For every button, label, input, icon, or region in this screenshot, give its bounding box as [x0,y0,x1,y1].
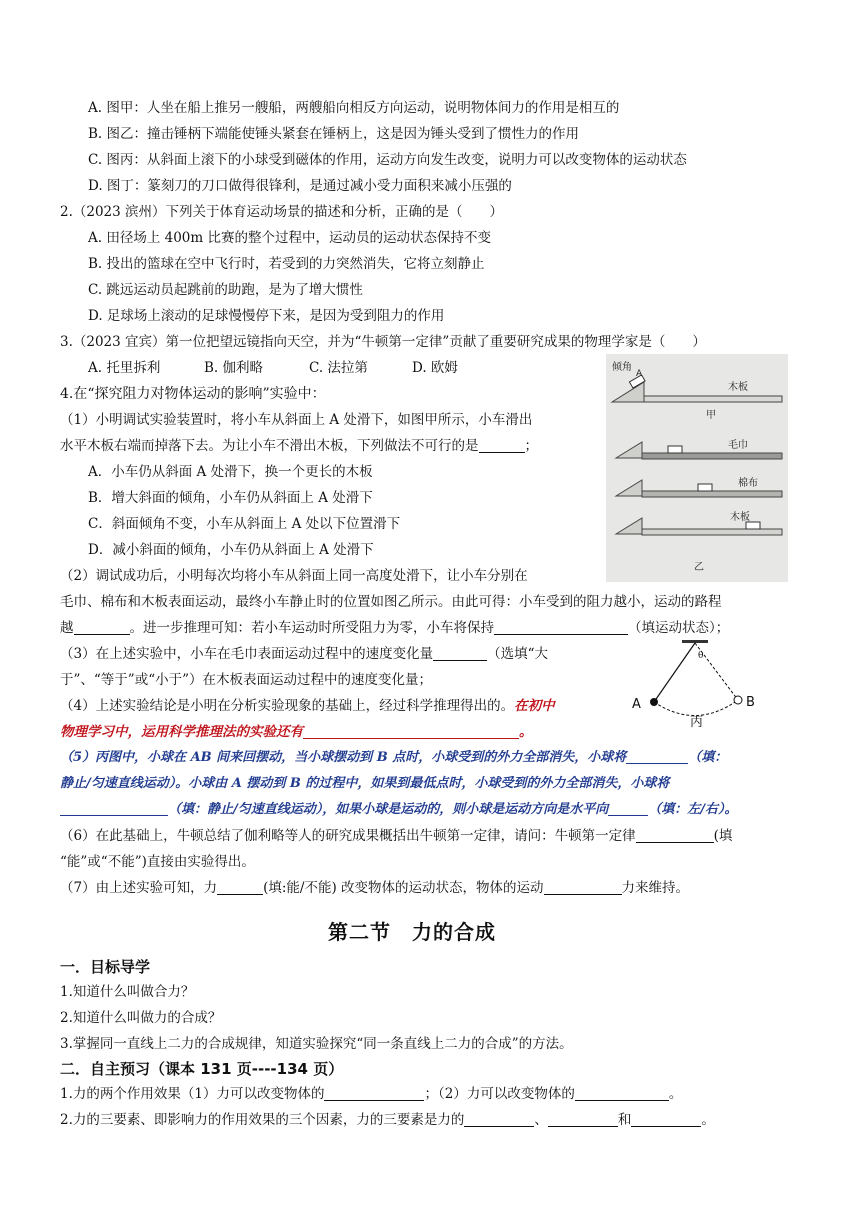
q4-p5-text-a: （5）丙图中，小球在 AB 间来回摆动，当小球摆动到 B 点时，小球受到的外力全部消失，小球将 [60,750,627,765]
preview-2-text-a: 2.力的三要素、即影响力的作用效果的三个因素，力的三要素是力的 [60,1112,465,1128]
goals-heading: 一．目标导学 [60,958,151,976]
q1-option-c: C. 图丙：从斜面上滚下的小球受到磁体的作用，运动方向发生改变，说明力可以改变物体的运动状态 [88,152,687,168]
q4-p3-blank[interactable] [433,646,487,661]
figure-jia-label: 甲 [706,410,716,421]
q4-p4-red-end: 。 [519,724,533,740]
q2-option-d: D. 足球场上滚动的足球慢慢停下来，是因为受到阻力的作用 [88,308,445,324]
preview-2-blank-1[interactable] [464,1112,534,1127]
q4-p2-line2: 毛巾、棉布和木板表面运动，最终小车静止时的位置如图乙所示。由此可得：小车受到的阻力越小，运动的路程 [60,594,722,610]
q4-p2-line3 [60,618,729,638]
section-title: 第二节 力的合成 [328,920,496,944]
q4-p2-text-c: （填运动状态）； [628,620,730,636]
q4-p7-blank-1[interactable] [217,880,263,895]
preview-2-blank-2[interactable] [548,1112,618,1127]
q4-p5-text-d: （填：左/右）。 [648,802,738,817]
q2-option-c: C. 跳远运动员起跳前的助跑，是为了增大惯性 [88,282,363,298]
angle-theta-label: θ [698,651,704,661]
preview-2-text-c: 和 [617,1112,632,1128]
q4-p1-line2 [60,436,538,456]
q4-p4-text: （4）上述实验结论是小明在分析实验现象的基础上，经过科学推理得出的。 [60,698,515,714]
preview-item-1 [60,1084,682,1104]
q4-p7-blank-2[interactable] [544,880,622,895]
figure-bing-label: 丙 [690,715,704,730]
q4-p4-blank[interactable] [303,724,519,739]
q1-option-d: D. 图丁：篆刻刀的刀口做得很锋利，是通过减小受力面积来减小压强的 [88,178,512,194]
towel-label: 毛巾 [728,440,748,451]
q4-p7-text-b: (填:能/不能) 改变物体的运动状态，物体的运动 [263,880,544,896]
q4-p7-text-c: 力来维持。 [621,880,690,896]
board-label-bottom: 木板 [730,512,750,523]
q4-p6-text-b: (填 [713,828,733,844]
q1-option-b: B. 图乙：撞击锤柄下端能使锤头紧套在锤柄上，这是因为锤头受到了惯性力的作用 [88,126,580,142]
pendulum-a-label: A [632,697,641,712]
q4-p5-line2: 静止/匀速直线运动）。小球由 A 摆动到 B 的过程中，如果到最低点时，小球受到的外力全部消失，小球将 [60,776,670,791]
preview-1-text-c: 。 [668,1086,683,1102]
preview-item-2 [60,1110,715,1130]
q4-p7-text-a: （7）由上述实验可知，力 [60,880,218,896]
q2-stem: 2.（2023 滨州）下列关于体育运动场景的描述和分析，正确的是（ ） [60,204,504,220]
cotton-label: 棉布 [738,478,758,489]
q3-stem: 3.（2023 宜宾）第一位把望远镜指向天空，并为“牛顿第一定律”贡献了重要研究成果的物理学家是（ ） [60,334,706,350]
q4-p4-red-text-2: 物理学习中，运用科学推理法的实验还有 [60,724,303,740]
preview-1-text-b: ；（2）力可以改变物体的 [424,1086,575,1102]
preview-1-blank-1[interactable] [324,1086,424,1101]
q4-p2-text-a: 越 [60,620,74,636]
q2-option-b: B. 投出的篮球在空中飞行时，若受到的力突然消失，它将立刻静止 [88,256,485,272]
q4-p7-line [60,878,689,898]
preview-2-blank-3[interactable] [631,1112,701,1127]
q4-p3-text-a: （3）在上述实验中，小车在毛巾表面运动过程中的速度变化量 [60,646,434,662]
slope-angle-label: 倾角 [612,362,632,373]
incline-experiment-figure [606,354,788,582]
q4-option-a: A．小车仍从斜面 A 处滑下，换一个更长的木板 [88,464,373,480]
q4-p5-blank-2[interactable] [60,801,168,816]
q4-p5-line1 [60,748,727,768]
q3-option-c: C. 法拉第 [309,360,368,376]
q4-p1-line1: （1）小明调试实验装置时，将小车从斜面上 A 处滑下，如图甲所示，小车滑出 [60,412,533,428]
q4-p2-blank-1[interactable] [74,620,130,635]
q4-p5-text-b: （填： [688,750,728,765]
figure-yi-label: 乙 [694,562,704,573]
goal-1: 1.知道什么叫做合力？ [60,984,195,1000]
q4-p5-line3 [60,800,738,820]
q4-option-d: D．减小斜面的倾角，小车仍从斜面上 A 处滑下 [88,542,374,558]
pendulum-figure [626,640,774,730]
q3-option-d: D. 欧姆 [412,360,458,376]
preview-2-text-d: 。 [701,1112,715,1128]
q4-p4-line2 [60,722,533,742]
q4-p3-line1 [60,644,548,664]
q4-p2-line1: （2）调试成功后，小明每次均将小车从斜面上同一高度处滑下，让小车分别在 [60,568,528,584]
preview-heading: 二．自主预习（课本 131 页----134 页） [60,1060,344,1078]
q4-option-c: C．斜面倾角不变，小车从斜面上 A 处以下位置滑下 [88,516,401,532]
q3-option-a: A. 托里拆利 [88,360,161,376]
q4-p1-end: ； [524,438,538,454]
q4-p3-text-b: （选填“大 [487,646,548,662]
pendulum-b-label: B [746,695,755,710]
q4-option-b: B．增大斜面的倾角，小车仍从斜面上 A 处滑下 [88,490,373,506]
preview-1-text-a: 1.力的两个作用效果（1）力可以改变物体的 [60,1086,325,1102]
q4-p6-blank[interactable] [636,828,714,843]
q4-p1-text: 水平木板右端而掉落下去。为让小车不滑出木板，下列做法不可行的是 [60,438,479,454]
q4-p6-text-a: （6）在此基础上，牛顿总结了伽利略等人的研究成果概括出牛顿第一定律，请问：牛顿第一定律 [60,828,636,844]
point-a-label-top: A [636,369,643,379]
q4-p5-blank-3[interactable] [608,801,648,816]
q4-p4-red-text-1: 在初中 [514,698,555,714]
q4-p3-line2: 于”、“等于”或“小于”）在木板表面运动过程中的速度变化量； [60,672,433,688]
q4-p2-text-b: 。进一步推理可知：若小车运动时所受阻力为零，小车将保持 [129,620,494,636]
q4-p5-text-c: （填：静止/匀速直线运动），如果小球是运动的，则小球是运动方向是水平向 [168,802,609,817]
q4-p6-line2: “能”或“不能”)直接由实验得出。 [60,854,255,870]
goal-2: 2.知道什么叫做力的合成？ [60,1010,222,1026]
q4-p4-line1 [60,696,555,716]
q4-p5-blank-1[interactable] [626,749,688,764]
preview-2-text-b: 、 [534,1112,548,1128]
goal-3: 3.掌握同一直线上二力的合成规律，知道实验探究“同一条直线上二力的合成”的方法。 [60,1036,573,1052]
q4-p6-line1 [60,826,732,846]
board-label-top: 木板 [728,382,748,393]
q4-stem: 4.在“探究阻力对物体运动的影响”实验中： [60,386,326,402]
q4-p1-blank[interactable] [479,438,525,453]
q1-option-a: A. 图甲：人坐在船上推另一艘船，两艘船向相反方向运动，说明物体间力的作用是相互的 [88,100,620,116]
preview-1-blank-2[interactable] [575,1086,669,1101]
q4-p2-blank-2[interactable] [494,620,628,635]
q3-option-b: B. 伽利略 [204,360,264,376]
q2-option-a: A. 田径场上 400m 比赛的整个过程中，运动员的运动状态保持不变 [88,230,491,246]
